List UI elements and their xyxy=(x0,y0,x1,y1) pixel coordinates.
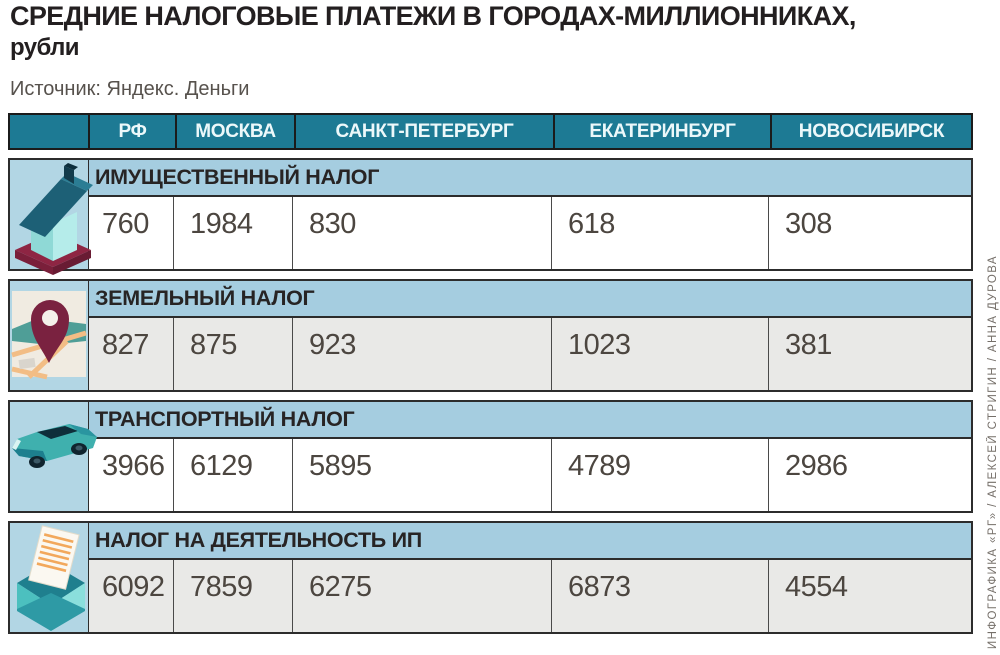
car-icon xyxy=(7,404,103,484)
section-banner xyxy=(10,523,971,560)
tax-section xyxy=(8,158,973,271)
value-cell-moscow: 6129 xyxy=(173,439,292,511)
section-banner xyxy=(10,160,971,197)
header-col-spb: САНКТ-ПЕТЕРБУРГ xyxy=(294,115,553,148)
value-cell-ekb: 6873 xyxy=(551,560,768,632)
tax-section xyxy=(8,400,973,513)
value-cell-ekb: 4789 xyxy=(551,439,768,511)
header-col-moscow: МОСКВА xyxy=(175,115,294,148)
value-cell-ekb: 1023 xyxy=(551,318,768,390)
tax-section xyxy=(8,279,973,392)
header-icon-spacer xyxy=(10,115,88,148)
value-cell-moscow: 1984 xyxy=(173,197,292,269)
table-header-row xyxy=(8,113,973,150)
value-cell-spb: 6275 xyxy=(292,560,551,632)
section-banner xyxy=(10,281,971,318)
value-cell-nsk: 2986 xyxy=(768,439,971,511)
map-pin-icon xyxy=(7,283,93,395)
section-title: ЗЕМЕЛЬНЫЙ НАЛОГ xyxy=(95,286,315,310)
section-values-row xyxy=(10,560,971,632)
value-cell-rf: 6092 xyxy=(102,571,165,603)
envelope-document-icon xyxy=(7,525,95,635)
section-banner xyxy=(10,402,971,439)
section-title: ТРАНСПОРТНЫЙ НАЛОГ xyxy=(95,407,355,431)
value-cell-nsk: 4554 xyxy=(768,560,971,632)
section-title: ИМУЩЕСТВЕННЫЙ НАЛОГ xyxy=(95,165,380,189)
value-cell-rf: 760 xyxy=(102,208,149,240)
icon-cell xyxy=(10,402,89,511)
header-col-nsk: НОВОСИБИРСК xyxy=(770,115,971,148)
value-cell-rf: 827 xyxy=(102,329,149,361)
value-cell-spb: 923 xyxy=(292,318,551,390)
icon-cell xyxy=(10,523,89,632)
section-values-row xyxy=(10,318,971,390)
page-title xyxy=(10,0,856,62)
title-line1: СРЕДНИЕ НАЛОГОВЫЕ ПЛАТЕЖИ В ГОРОДАХ-МИЛЛИОННИКАХ, xyxy=(10,1,856,31)
house-icon xyxy=(7,162,99,274)
icon-cell xyxy=(10,281,89,390)
section-values-row xyxy=(10,197,971,269)
tax-section xyxy=(8,521,973,634)
source-line: Источник: Яндекс. Деньги xyxy=(10,78,250,100)
table-body xyxy=(8,158,973,634)
section-title: НАЛОГ НА ДЕЯТЕЛЬНОСТЬ ИП xyxy=(95,528,422,552)
value-cell-rf: 3966 xyxy=(102,450,165,482)
value-cell-ekb: 618 xyxy=(551,197,768,269)
header-col-ekb: ЕКАТЕРИНБУРГ xyxy=(553,115,770,148)
icon-cell xyxy=(10,160,89,269)
value-cell-moscow: 7859 xyxy=(173,560,292,632)
title-line2: рубли xyxy=(10,33,79,61)
tax-table xyxy=(8,113,973,634)
section-values-row xyxy=(10,439,971,511)
value-cell-nsk: 308 xyxy=(768,197,971,269)
credit-line: ИНФОГРАФИКА «РГ» / АЛЕКСЕЙ СТРИГИН / АННА ДУРОВА xyxy=(987,254,999,649)
header-col-rf: РФ xyxy=(88,115,175,148)
value-cell-moscow: 875 xyxy=(173,318,292,390)
value-cell-spb: 5895 xyxy=(292,439,551,511)
value-cell-spb: 830 xyxy=(292,197,551,269)
value-cell-nsk: 381 xyxy=(768,318,971,390)
